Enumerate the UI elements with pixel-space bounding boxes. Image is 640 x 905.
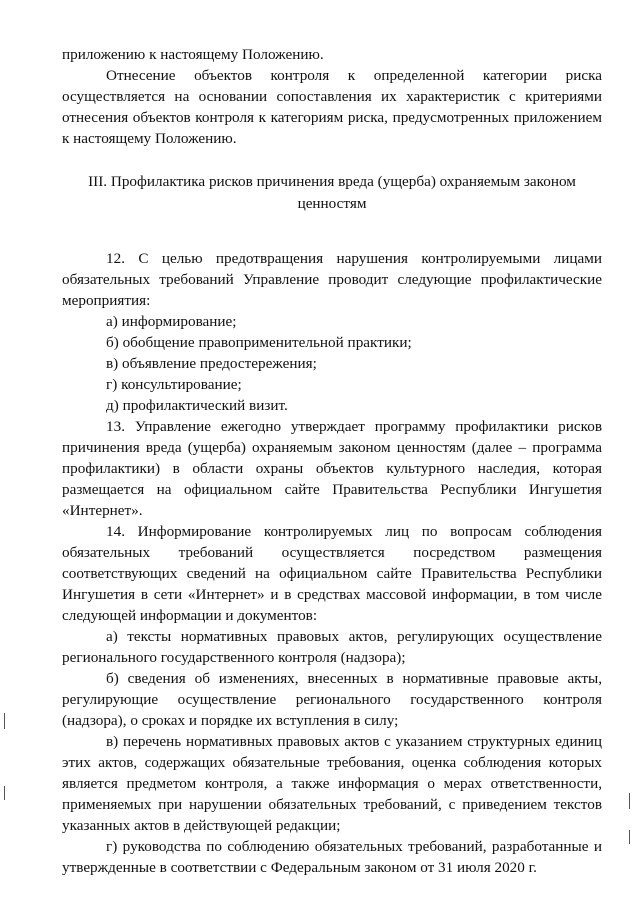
risk-assignment-paragraph: Отнесение объектов контроля к определенной категории риска осуществляется на основании сопоставления их характеристик с критериями отнесения объектов контроля к категориям риска, предусмотренных приложением к настоящему Положению. [62, 67, 602, 147]
list-item: д) профилактический визит. [106, 397, 288, 414]
paragraph-13: 13. Управление ежегодно утверждает программу профилактики рисков причинения вреда (ущерба) охраняемым законом ценностям (далее – программа профилактики) в области охраны объектов культурного наследия, которая размещается на официальном сайте Правительства Республики Ингушетия «Интернет». [62, 418, 602, 519]
section-heading: III. Профилактика рисков причинения вреда (ущерба) охраняемым законом ценностям [88, 173, 576, 212]
scan-mark-right [629, 793, 630, 809]
paragraph-12: 12. С целью предотвращения нарушения контролируемыми лицами обязательных требований Управление проводит следующие профилактические мероприятия: [62, 250, 602, 309]
paragraph-14b: б) сведения об изменениях, внесенных в нормативные правовые акты, регулирующие осуществление регионального государственного контроля (надзора), о сроках и порядке их вступления в силу; [62, 670, 602, 729]
spacer [62, 215, 602, 248]
scan-mark-right [629, 830, 630, 844]
list-item: а) информирование; [106, 313, 237, 330]
measures-list [62, 311, 602, 416]
list-item: б) обобщение правоприменительной практики; [106, 334, 412, 351]
intro-paragraph: приложению к настоящему Положению. [62, 46, 324, 63]
list-item: г) консультирование; [106, 376, 242, 393]
paragraph-14: 14. Информирование контролируемых лиц по вопросам соблюдения обязательных требований осуществляется посредством размещения соответствующих сведений на официальном сайте Правительства Республики Ингушетия в сети «Интернет» и в средствах массовой информации, в том числе следующей информации и документов: [62, 523, 602, 624]
paragraph-14g: г) руководства по соблюдению обязательных требований, разработанные и утвержденные в соответствии с Федеральным законом от 31 июля 2020 г. [62, 838, 602, 876]
scan-mark-left [4, 786, 5, 800]
list-item: в) объявление предостережения; [106, 355, 317, 372]
paragraph-14a: а) тексты нормативных правовых актов, регулирующих осуществление регионального государственного контроля (надзора); [62, 628, 602, 666]
scan-mark-left [4, 713, 5, 729]
paragraph-14v: в) перечень нормативных правовых актов с указанием структурных единиц этих актов, содержащих обязательные требования, оценка соблюдения которых является предметом контроля, а также информация о мерах ответственности, применяемых при нарушении обязательных требований, с приведением текстов указанных актов в действующей редакции; [62, 733, 602, 834]
